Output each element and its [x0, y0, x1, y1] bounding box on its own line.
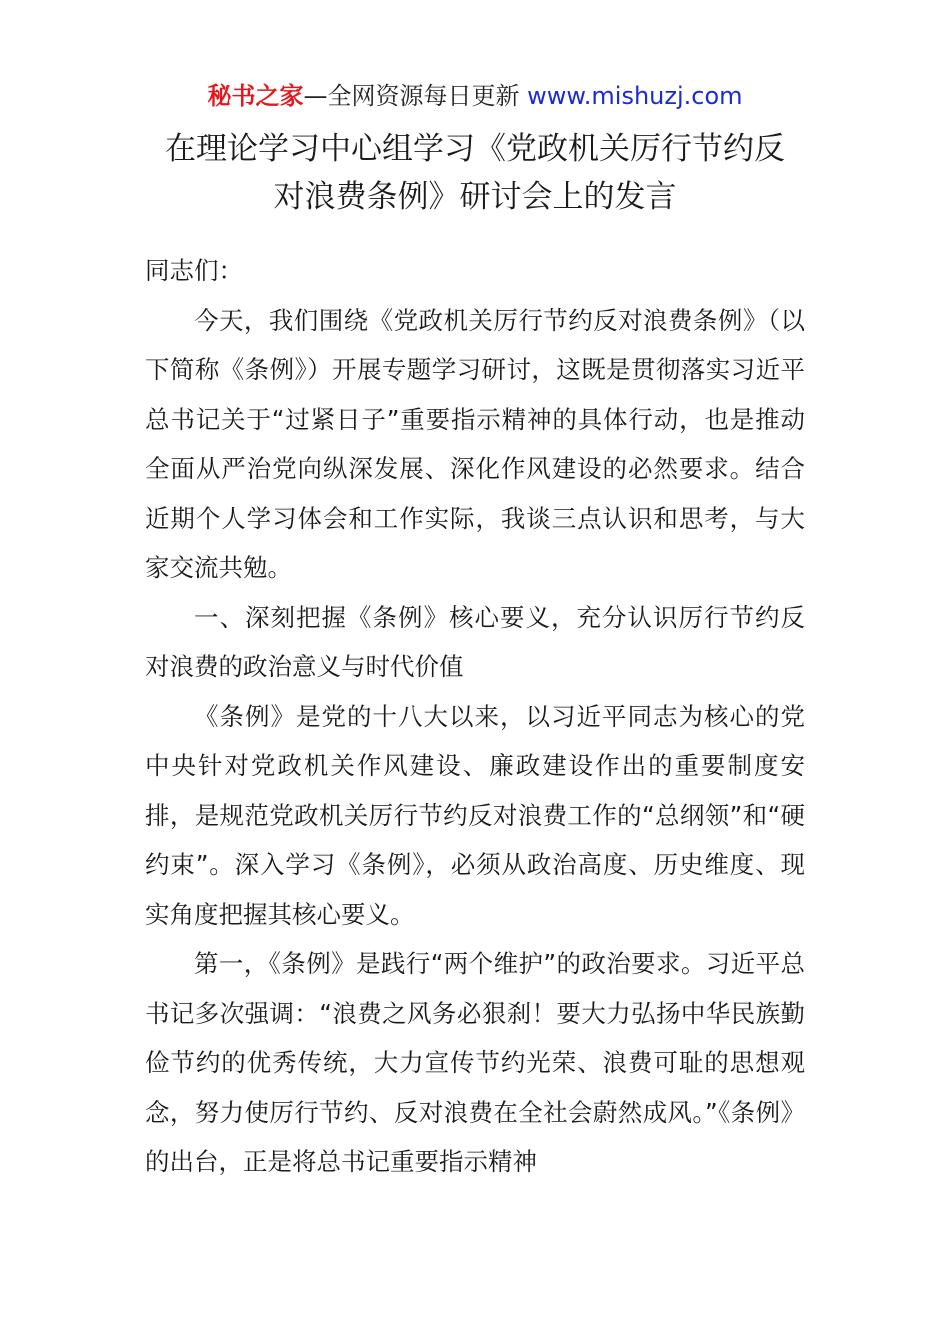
document-title [0, 125, 950, 221]
site-url-link[interactable]: www.mishuzj.com [527, 82, 743, 110]
paragraph-intro: 今天，我们围绕《党政机关厉行节约反对浪费条例》（以下简称《条例》）开展专题学习研讨，这既是贯彻落实习近平总书记关于“过紧日子”重要指示精神的具体行动，也是推动全面从严治党向纵深发展、深化作风建设的必然要求。结合近期个人学习体会和工作实际，我谈三点认识和思考，与大家交流共勉。 [145, 305, 805, 582]
title-line-1: 在理论学习中心组学习《党政机关厉行节约反 [165, 131, 785, 167]
site-header-banner [0, 80, 950, 112]
document-body [145, 246, 805, 1187]
header-tagline: —全网资源每日更新 [303, 82, 520, 110]
section-heading-1: 一、深刻把握《条例》核心要义，充分认识厉行节约反对浪费的政治意义与时代价值 [145, 602, 805, 681]
paragraph-point-1: 第一，《条例》是践行“两个维护”的政治要求。习近平总书记多次强调：“浪费之风务必狠刹！要大力弘扬中华民族勤俭节约的优秀传统，大力宣传节约光荣、浪费可耻的思想观念，努力使厉行节约、反对浪费在全社会蔚然成风。”《条例》的出台，正是将总书记重要指示精神 [145, 949, 805, 1176]
paragraph-section-1: 《条例》是党的十八大以来，以习近平同志为核心的党中央针对党政机关作风建设、廉政建设作出的重要制度安排，是规范党政机关厉行节约反对浪费工作的“总纲领”和“硬约束”。深入学习《条例》，必须从政治高度、历史维度、现实角度把握其核心要义。 [145, 701, 805, 929]
title-line-2: 对浪费条例》研讨会上的发言 [273, 179, 677, 215]
salutation: 同志们： [145, 256, 243, 285]
brand-name: 秘书之家 [207, 82, 304, 110]
